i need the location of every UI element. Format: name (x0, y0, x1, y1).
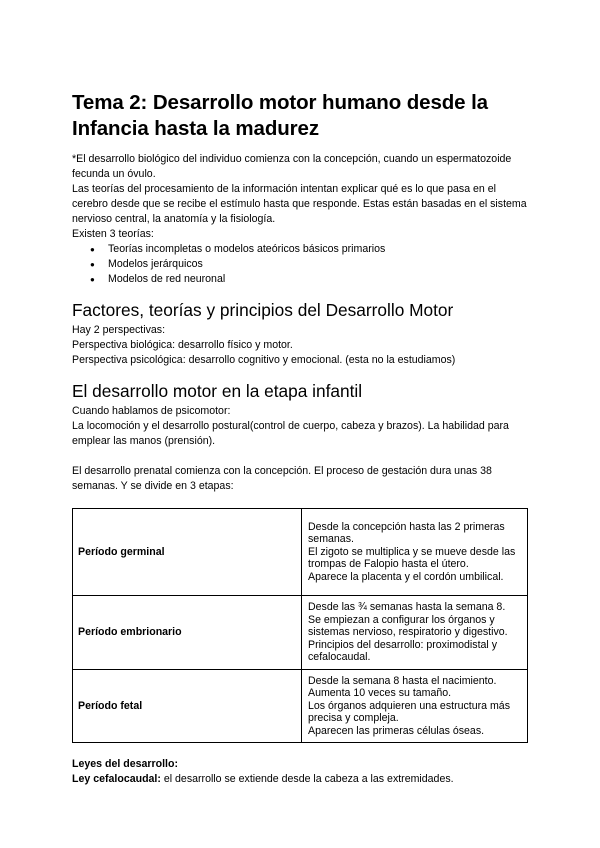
infant-line-3: El desarrollo prenatal comienza con la concepción. El proceso de gestación dura unas 38 semanas. Y se divide en 3 etapas: (72, 465, 492, 492)
laws-heading-text: Leyes del desarrollo: (72, 758, 178, 770)
stages-table (72, 508, 528, 743)
law-1 (72, 772, 528, 787)
stage-details (302, 596, 528, 670)
laws-section (72, 757, 528, 787)
table-row (73, 509, 528, 596)
list-item-text: Modelos jerárquicos (108, 258, 203, 270)
stage-name: Período germinal (73, 509, 302, 596)
list-item-text: Teorías incompletas o modelos ateóricos básicos primarios (108, 243, 386, 255)
infant-line-2: La locomoción y el desarrollo postural(control de cuerpo, cabeza y brazos). La habilidad para emplear las manos (prensión). (72, 420, 509, 447)
list-item (90, 242, 528, 257)
bullet-icon: ● (90, 275, 95, 284)
factors-section (72, 299, 528, 368)
law-1-term: Ley cefalocaudal: (72, 773, 161, 785)
bullet-icon: ● (90, 245, 95, 254)
stage-detail-line: Aumenta 10 veces su tamaño. (308, 687, 452, 699)
infant-section (72, 380, 528, 494)
stage-detail-line: Aparece la placenta y el cordón umbilical. (308, 570, 504, 583)
stage-detail-line: El zigoto se multiplica y se mueve desde las trompas de Falopio hasta el útero. (308, 545, 516, 571)
stage-detail-line: Principios del desarrollo: proximodistal y cefalocaudal. (308, 638, 498, 663)
stage-detail-line: Los órganos adquieren una estructura más precisa y compleja. (308, 699, 510, 724)
intro-paragraph-2: Las teorías del procesamiento de la información intentan explicar qué es lo que pasa en el cerebro desde que se recibe el estímulo hasta que responde. Estas están basadas en el sistema nervioso central, la anatomía y la fisiología. (72, 183, 527, 225)
stage-details (302, 509, 528, 596)
stage-detail-line: Desde las ¾ semanas hasta la semana 8. (308, 601, 506, 613)
factors-line-3: Perspectiva psicológica: desarrollo cognitivo y emocional. (esta no la estudiamos) (72, 354, 456, 366)
stage-detail-line: Aparecen las primeras células óseas. (308, 724, 485, 737)
intro-paragraph-3: Existen 3 teorías: (72, 228, 154, 240)
intro-section (72, 152, 528, 287)
infant-heading: El desarrollo motor en la etapa infantil (72, 381, 363, 401)
table-row (73, 596, 528, 670)
law-1-text: el desarrollo se extiende desde la cabeza a las extremidades. (160, 773, 454, 785)
factors-line-2: Perspectiva biológica: desarrollo físico y motor. (72, 339, 293, 351)
intro-paragraph-1: *El desarrollo biológico del individuo comienza con la concepción, cuando un espermatozoide fecunda un óvulo. (72, 153, 512, 180)
stage-detail-line: Se empiezan a configurar los órganos y sistemas nervioso, respiratorio y digestivo. (308, 613, 508, 638)
list-item (90, 257, 528, 272)
infant-line-1: Cuando hablamos de psicomotor: (72, 405, 231, 417)
bullet-icon: ● (90, 260, 95, 269)
stage-name: Período fetal (73, 669, 302, 743)
list-item (90, 272, 528, 287)
theories-list (72, 242, 528, 287)
stage-details (302, 669, 528, 743)
factors-heading: Factores, teorías y principios del Desarrollo Motor (72, 300, 454, 320)
document-title: Tema 2: Desarrollo motor humano desde la Infancia hasta la madurez (72, 91, 488, 140)
document-page (72, 90, 528, 787)
stage-detail-line: Desde la concepción hasta las 2 primeras semanas. (308, 520, 505, 546)
stage-detail-line: Desde la semana 8 hasta el nacimiento. (308, 674, 497, 687)
laws-heading (72, 757, 528, 772)
table-row (73, 669, 528, 743)
list-item-text: Modelos de red neuronal (108, 273, 226, 285)
factors-line-1: Hay 2 perspectivas: (72, 324, 166, 336)
stage-name: Período embrionario (73, 596, 302, 670)
